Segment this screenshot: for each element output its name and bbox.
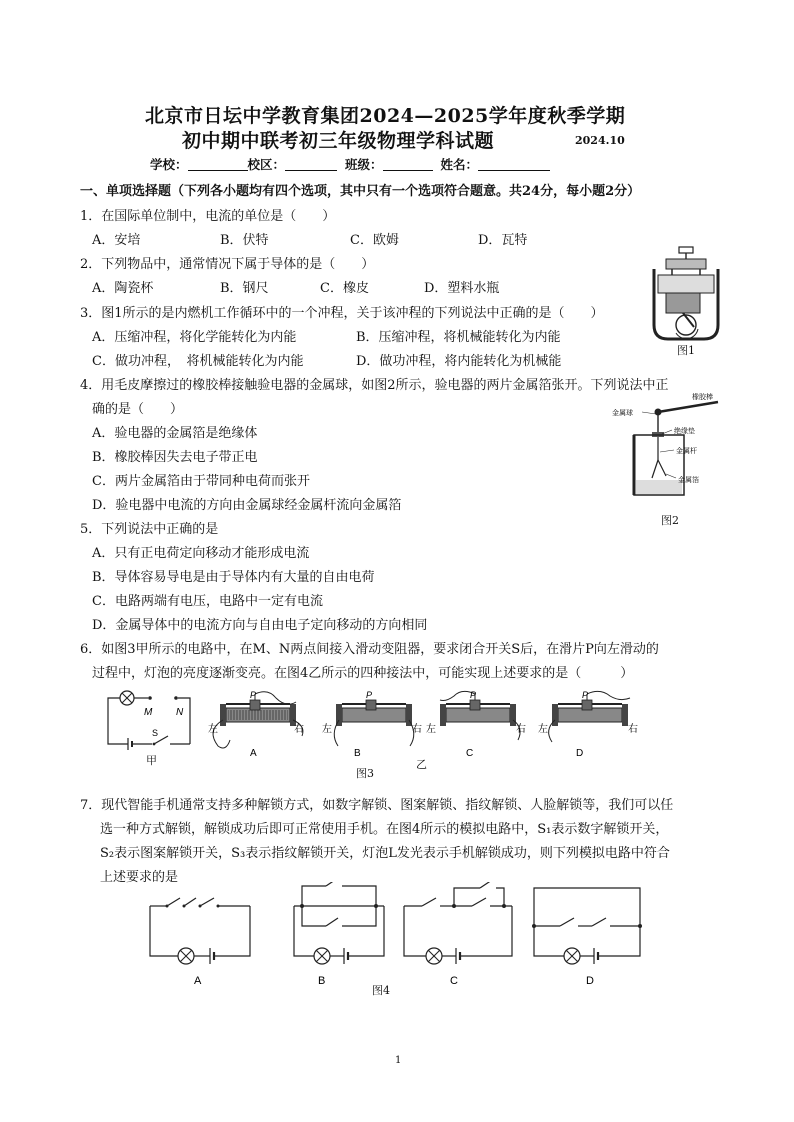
label-insulator: 绝缘垫 — [674, 428, 695, 435]
label-m: M — [144, 707, 153, 718]
figure-4-caption: 图4 — [372, 984, 390, 997]
label-metal-stem: 金属杆 — [676, 448, 697, 455]
q1-option-d[interactable]: D．瓦特 — [478, 233, 528, 248]
q1-option-c[interactable]: C．欧姆 — [350, 233, 399, 248]
q3-option-a[interactable]: A．压缩冲程，将化学能转化为内能 — [92, 330, 297, 345]
q5-option-b[interactable]: B．导体容易导电是由于导体内有大量的自由电荷 — [92, 570, 375, 585]
q7-stem-line3: S₂表示图案解锁开关，S₃表示指纹解锁开关，灯泡L发光表示手机解锁成功，则下列模拟电路中符合 — [100, 846, 670, 861]
school-blank[interactable] — [188, 157, 248, 171]
label-yi: 乙 — [416, 758, 427, 771]
rheostat-option-a[interactable] — [206, 690, 310, 760]
section-heading: 一、单项选择题（下列各小题均有四个选项，其中只有一个选项符合题意。共24分，每小题2分） — [80, 184, 641, 199]
rheostat-a-letter: A — [250, 748, 257, 759]
rheostat-a-right: 右 — [294, 724, 304, 735]
q6-stem-line2: 过程中，灯泡的亮度逐渐变亮。在图4乙所示的四种接法中，可能实现上述要求的是（ ） — [92, 666, 634, 681]
circuit-c-label: C — [450, 975, 458, 987]
q5-option-a[interactable]: A．只有正电荷定向移动才能形成电流 — [92, 546, 310, 561]
q5-option-d[interactable]: D．金属导体中的电流方向与自由电子定向移动的方向相同 — [92, 618, 428, 633]
label-metal-foil: 金属箔 — [678, 477, 699, 484]
page-number: 1 — [395, 1055, 402, 1066]
q1-option-b[interactable]: B．伏特 — [220, 233, 269, 248]
figure-2-electroscope-diagram — [612, 390, 724, 508]
q2-option-b[interactable]: B．钢尺 — [220, 281, 269, 296]
q5-option-c[interactable]: C．电路两端有电压，电路中一定有电流 — [92, 594, 323, 609]
rheostat-d-letter: D — [576, 748, 584, 759]
name-label: 姓名： — [440, 157, 479, 172]
q4-stem-line2: 确的是（ ） — [92, 402, 184, 417]
figure-1-caption: 图1 — [677, 344, 695, 357]
rheostat-b-left: 左 — [322, 724, 332, 735]
rheostat-option-b[interactable] — [322, 690, 426, 760]
rheostat-b-p: P — [366, 690, 373, 700]
q2-option-c[interactable]: C．橡皮 — [320, 281, 369, 296]
rheostat-c-letter: C — [466, 748, 474, 759]
q4-option-d[interactable]: D．验电器中电流的方向由金属球经金属杆流向金属箔 — [92, 498, 402, 513]
q6-stem-line1: 6．如图3甲所示的电路中，在M、N两点间接入滑动变阻器，要求闭合开关S后，在滑片P向左滑动的 — [80, 642, 659, 657]
rheostat-c-p: P — [470, 690, 477, 700]
figure-4-circuits — [140, 882, 660, 992]
circuit-a[interactable] — [150, 898, 250, 987]
campus-blank[interactable] — [285, 157, 337, 171]
q4-option-b[interactable]: B．橡胶棒因失去电子带正电 — [92, 450, 258, 465]
rheostat-option-d[interactable] — [538, 690, 642, 760]
q1-option-a[interactable]: A．安培 — [92, 233, 141, 248]
rheostat-a-p: P — [250, 690, 257, 700]
rheostat-d-p: P — [582, 690, 589, 700]
campus-label: 校区： — [247, 157, 286, 172]
q5-stem: 5．下列说法中正确的是 — [80, 522, 219, 537]
rheostat-b-letter: B — [354, 748, 361, 759]
school-label: 学校： — [150, 157, 188, 172]
q2-option-a[interactable]: A．陶瓷杯 — [92, 281, 154, 296]
label-rubber-rod: 橡胶棒 — [692, 394, 713, 401]
q2-stem: 2．下列物品中，通常情况下属于导体的是（ ） — [80, 257, 375, 272]
rheostat-b-right: 右 — [412, 724, 422, 735]
name-blank[interactable] — [478, 157, 550, 171]
circuit-c[interactable] — [404, 882, 512, 987]
circuit-b[interactable] — [294, 882, 384, 987]
q4-option-c[interactable]: C．两片金属箔由于带同种电荷而张开 — [92, 474, 310, 489]
q4-stem-line1: 4．用毛皮摩擦过的橡胶棒接触验电器的金属球，如图2所示，验电器的两片金属箔张开。下列说法中正 — [80, 378, 669, 393]
exam-date: 2024.10 — [575, 134, 625, 147]
q7-stem-line1: 7．现代智能手机通常支持多种解锁方式，如数字解锁、图案解锁、指纹解锁、人脸解锁等，我们可以任 — [80, 798, 674, 813]
circuit-d[interactable] — [532, 888, 642, 987]
q1-stem: 1．在国际单位制中，电流的单位是（ ） — [80, 209, 336, 224]
label-s: S — [152, 728, 159, 738]
exam-title-line2: 初中期中联考初三年级物理学科试题 — [182, 130, 495, 152]
label-metal-ball: 金属球 — [612, 410, 633, 417]
rheostat-c-right: 右 — [516, 724, 526, 735]
circuit-a-label: A — [194, 975, 202, 987]
figure-3-caption: 图3 — [356, 767, 374, 780]
q3-option-d[interactable]: D．做功冲程，将内能转化为机械能 — [356, 354, 562, 369]
class-label: 班级： — [345, 157, 383, 172]
figure-2-caption: 图2 — [661, 514, 679, 527]
q3-stem: 3．图1所示的是内燃机工作循环中的一个冲程，关于该冲程的下列说法中正确的是（ ） — [80, 306, 604, 321]
q7-stem-line4: 上述要求的是 — [100, 870, 179, 885]
q2-option-d[interactable]: D．塑料水瓶 — [424, 281, 500, 296]
figure-1-engine-diagram — [646, 245, 722, 345]
class-blank[interactable] — [383, 157, 433, 171]
q3-option-c[interactable]: C．做功冲程， 将机械能转化为内能 — [92, 354, 304, 369]
rheostat-d-left: 左 — [538, 724, 548, 735]
figure-3-jia-circuit — [104, 688, 194, 750]
q7-stem-line2: 选一种方式解锁，解锁成功后即可正常使用手机。在图4所示的模拟电路中，S₁表示数字解锁开关， — [100, 822, 669, 837]
circuit-b-label: B — [318, 975, 326, 987]
rheostat-option-c[interactable] — [426, 690, 530, 760]
rheostat-c-left: 左 — [426, 724, 436, 735]
label-n: N — [176, 707, 184, 718]
circuit-d-label: D — [586, 975, 594, 987]
label-jia: 甲 — [146, 754, 157, 767]
q4-option-a[interactable]: A．验电器的金属箔是绝缘体 — [92, 426, 258, 441]
student-info-row — [150, 155, 550, 173]
rheostat-d-right: 右 — [628, 724, 638, 735]
q3-option-b[interactable]: B．压缩冲程，将机械能转化为内能 — [356, 330, 561, 345]
exam-title-line1: 北京市日坛中学教育集团2024—2025学年度秋季学期 — [145, 105, 626, 127]
rheostat-a-left: 左 — [208, 724, 218, 735]
